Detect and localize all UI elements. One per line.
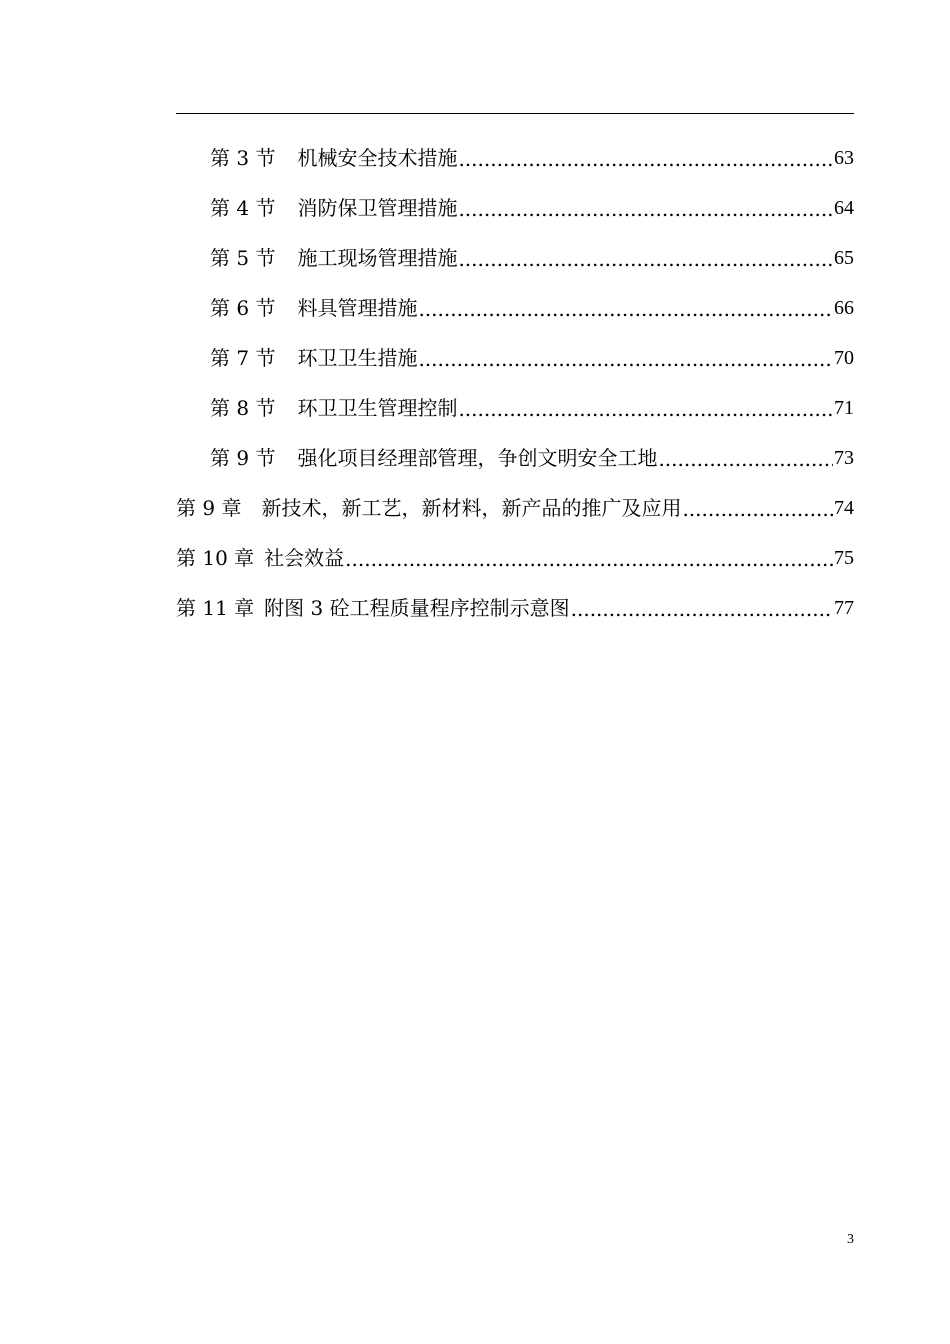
toc-entry-page: 71 xyxy=(834,397,854,419)
toc-entry-page: 64 xyxy=(834,197,854,219)
toc-leader-dots xyxy=(458,247,833,269)
toc-entry-title: 料具管理措施 xyxy=(297,296,418,320)
table-of-contents xyxy=(176,133,854,633)
toc-entry-title: 强化项目经理部管理，争创文明安全工地 xyxy=(297,446,658,470)
toc-entry[interactable] xyxy=(176,433,854,483)
toc-entry-title: 新技术，新工艺，新材料，新产品的推广及应用 xyxy=(261,496,682,520)
toc-entry-page: 65 xyxy=(834,247,854,269)
toc-entry-title: 机械安全技术措施 xyxy=(297,146,458,170)
toc-entry-number: 第 11 章 xyxy=(176,596,255,620)
toc-entry[interactable] xyxy=(176,383,854,433)
toc-entry[interactable] xyxy=(176,483,854,533)
toc-entry-title: 施工现场管理措施 xyxy=(297,246,458,270)
toc-entry[interactable] xyxy=(176,583,854,633)
toc-leader-dots xyxy=(458,197,833,219)
toc-leader-dots xyxy=(418,347,833,369)
toc-entry-number: 第 8 节 xyxy=(210,396,276,420)
toc-entry[interactable] xyxy=(176,233,854,283)
toc-entry[interactable] xyxy=(176,533,854,583)
toc-entry-title: 环卫卫生管理控制 xyxy=(297,396,458,420)
toc-leader-dots xyxy=(458,397,833,419)
toc-entry-number: 第 9 节 xyxy=(210,446,276,470)
toc-entry-number: 第 6 节 xyxy=(210,296,276,320)
toc-entry-page: 73 xyxy=(834,447,854,469)
toc-leader-dots xyxy=(682,497,833,519)
toc-entry-page: 74 xyxy=(834,497,854,519)
toc-entry-page: 77 xyxy=(834,597,854,619)
toc-entry-number: 第 10 章 xyxy=(176,546,255,570)
toc-entry[interactable] xyxy=(176,183,854,233)
toc-entry-page: 63 xyxy=(834,147,854,169)
toc-entry-title: 附图 3 砼工程质量程序控制示意图 xyxy=(264,596,570,620)
toc-entry-number: 第 7 节 xyxy=(210,346,276,370)
toc-leader-dots xyxy=(658,447,833,469)
toc-entry-number: 第 5 节 xyxy=(210,246,276,270)
toc-entry[interactable] xyxy=(176,283,854,333)
toc-entry-number: 第 4 节 xyxy=(210,196,276,220)
page-number: 3 xyxy=(847,1232,854,1247)
toc-leader-dots xyxy=(345,547,833,569)
toc-entry-title: 环卫卫生措施 xyxy=(297,346,418,370)
toc-leader-dots xyxy=(418,297,833,319)
toc-entry[interactable] xyxy=(176,133,854,183)
toc-entry-page: 66 xyxy=(834,297,854,319)
toc-entry-page: 75 xyxy=(834,547,854,569)
toc-entry-number: 第 3 节 xyxy=(210,146,276,170)
toc-leader-dots xyxy=(571,597,833,619)
toc-entry-title: 消防保卫管理措施 xyxy=(297,196,458,220)
toc-entry[interactable] xyxy=(176,333,854,383)
toc-entry-page: 70 xyxy=(834,347,854,369)
toc-leader-dots xyxy=(458,147,833,169)
toc-entry-number: 第 9 章 xyxy=(176,496,242,520)
header-rule xyxy=(176,113,854,114)
toc-entry-title: 社会效益 xyxy=(264,546,345,570)
